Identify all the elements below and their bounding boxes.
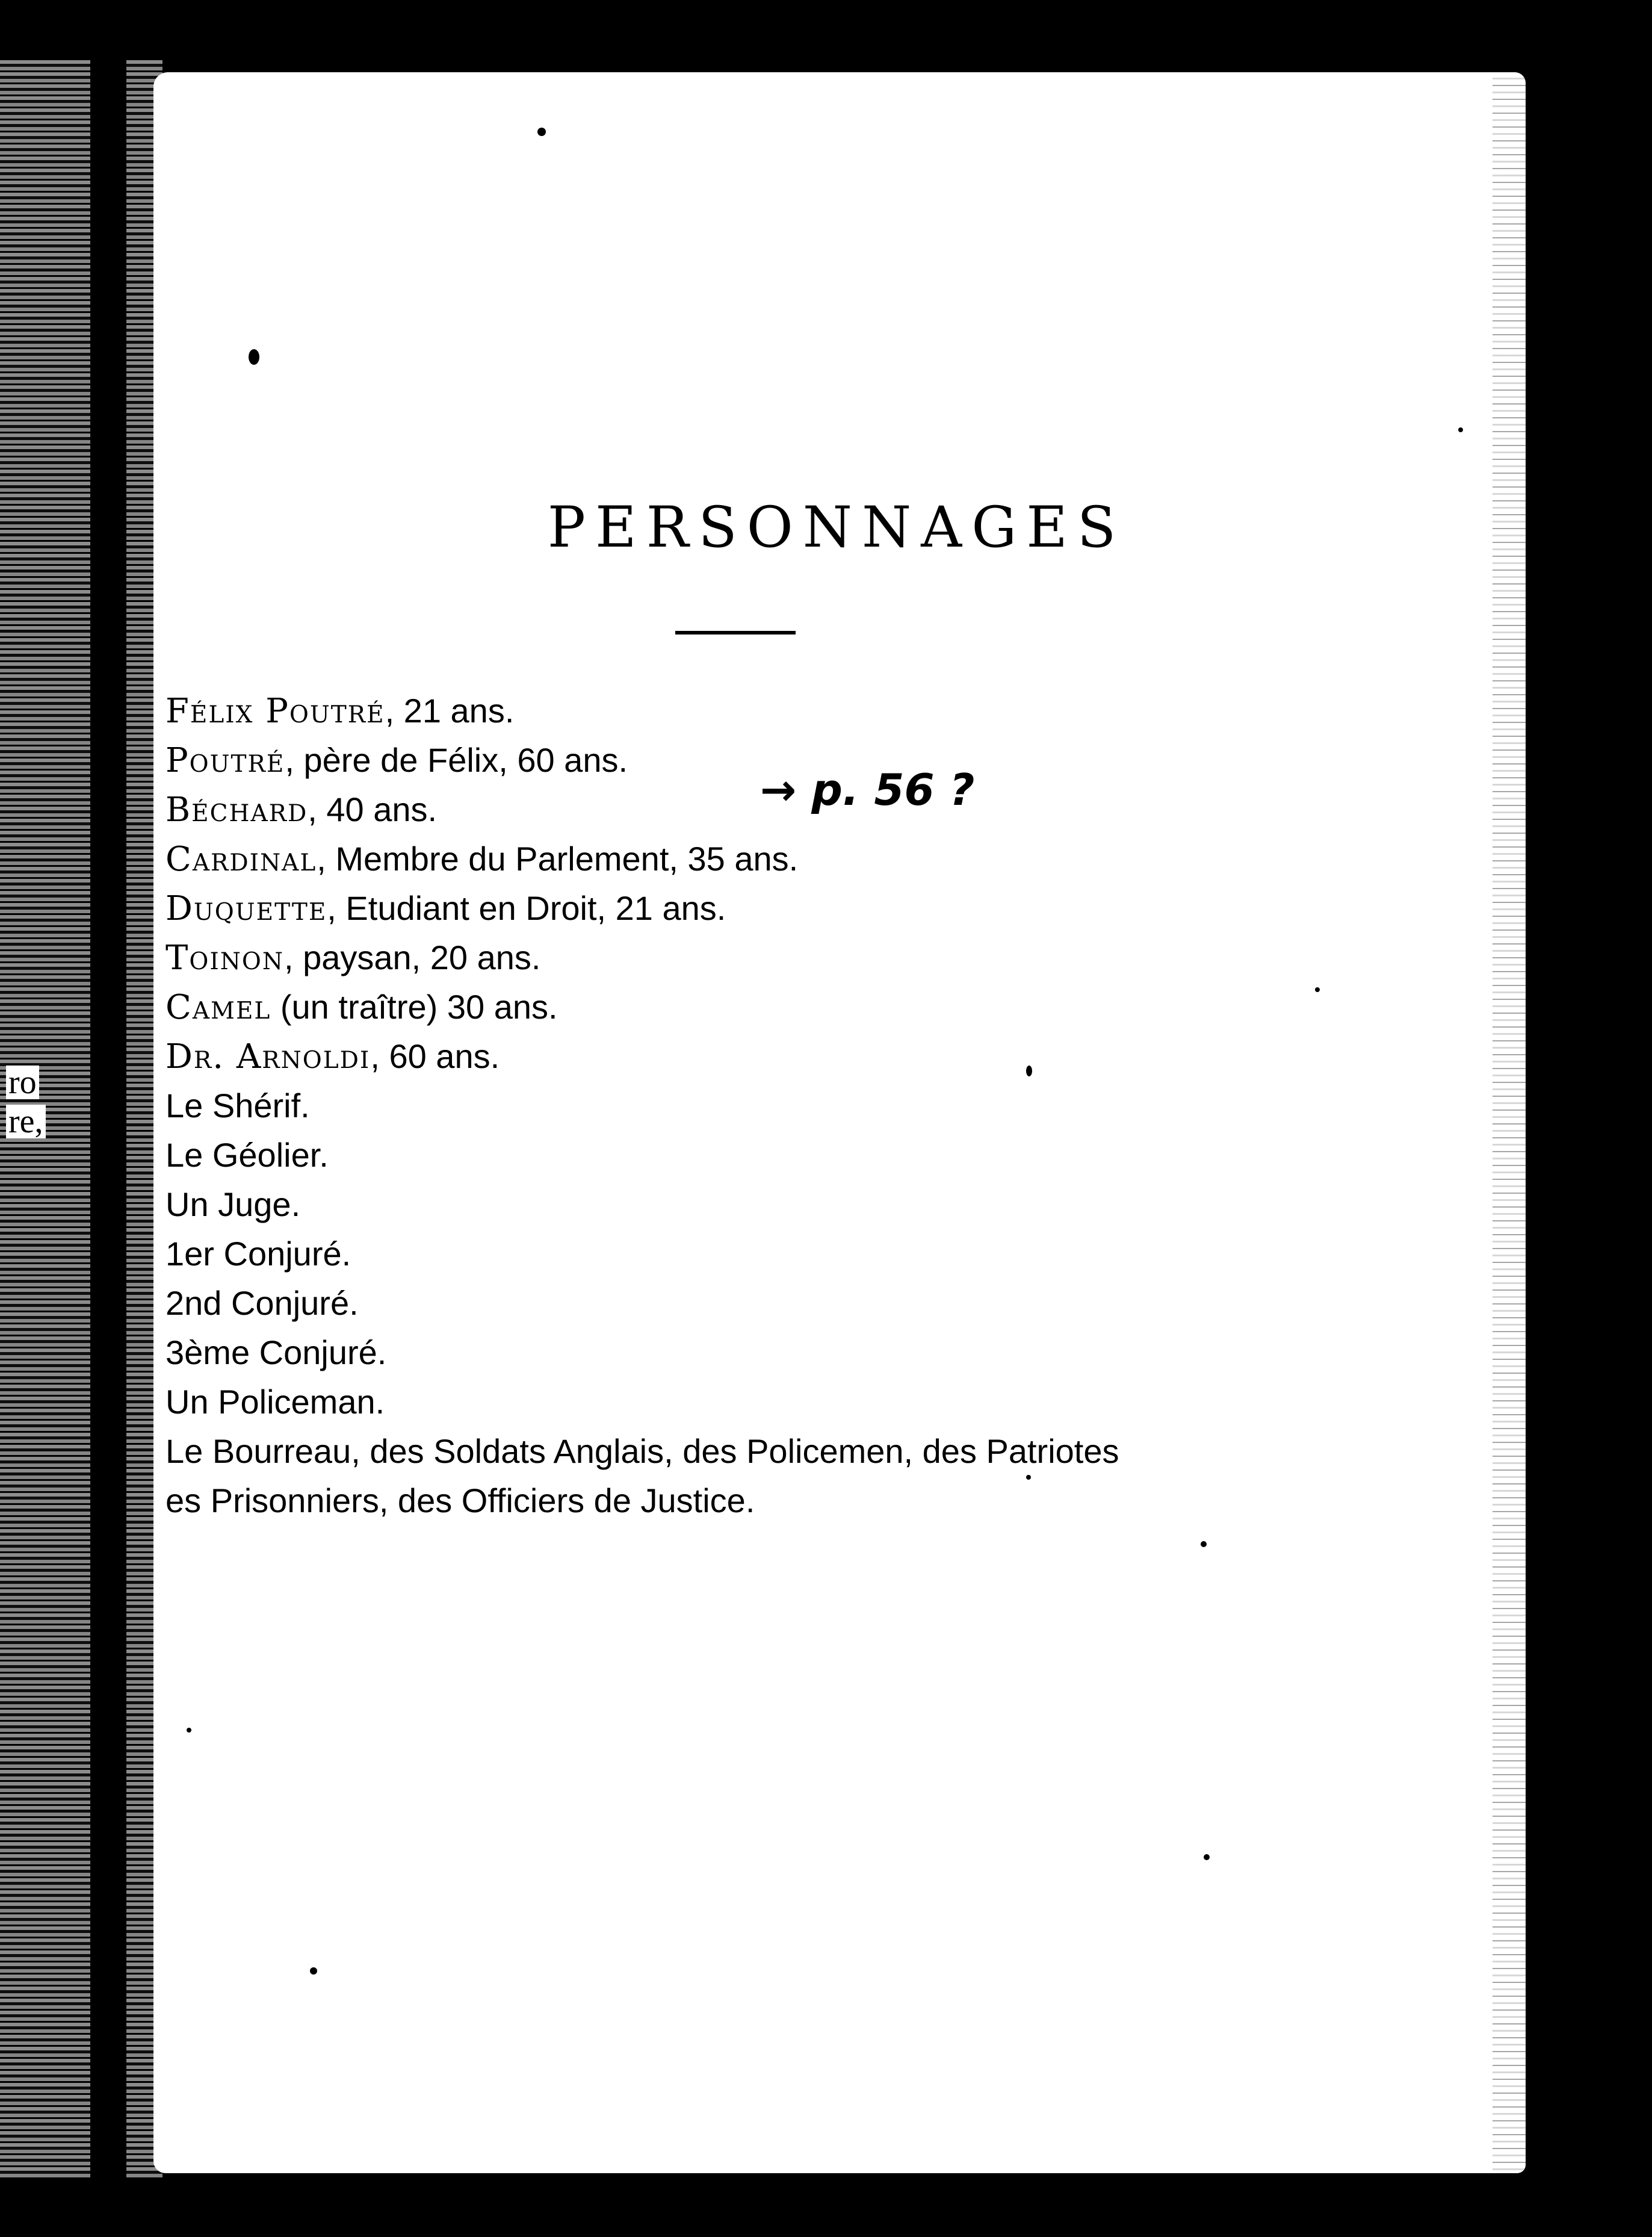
list-item bbox=[166, 1427, 1119, 1476]
page-title: PERSONNAGES bbox=[547, 495, 1126, 560]
speck bbox=[187, 1728, 191, 1733]
character-description: , paysan, 20 ans. bbox=[283, 939, 541, 976]
character-description: Un Policeman. bbox=[166, 1383, 385, 1421]
character-description: , Etudiant en Droit, 21 ans. bbox=[327, 889, 726, 927]
list-item bbox=[166, 1377, 1119, 1427]
list-item bbox=[166, 686, 1119, 736]
handwritten-annotation: → p. 56 ? bbox=[760, 765, 975, 815]
character-description: , 40 ans. bbox=[308, 790, 438, 828]
speck bbox=[1204, 1854, 1210, 1860]
character-description: Le Géolier. bbox=[166, 1136, 329, 1174]
book-page bbox=[153, 72, 1526, 2173]
character-description: Le Shérif. bbox=[166, 1087, 310, 1125]
character-description: Le Bourreau, des Soldats Anglais, des Policemen, des Patriotes bbox=[166, 1432, 1119, 1470]
speck bbox=[1315, 987, 1320, 992]
character-name: Béchard bbox=[166, 790, 308, 830]
list-item bbox=[166, 834, 1119, 884]
character-description: , père de Félix, 60 ans. bbox=[285, 741, 628, 779]
list-item bbox=[166, 1229, 1119, 1279]
character-name: Camel bbox=[166, 988, 271, 1027]
character-name: Poutré bbox=[166, 741, 285, 780]
speck bbox=[1458, 427, 1463, 432]
speck bbox=[537, 128, 546, 136]
list-item bbox=[166, 1328, 1119, 1377]
list-item bbox=[166, 1131, 1119, 1180]
character-description: 3ème Conjuré. bbox=[166, 1333, 387, 1371]
title-rule bbox=[675, 631, 796, 634]
character-description: , 60 ans. bbox=[370, 1037, 500, 1075]
page-edge-noise bbox=[1493, 72, 1526, 2173]
character-name: Duquette bbox=[166, 889, 327, 928]
character-description: 2nd Conjuré. bbox=[166, 1284, 359, 1322]
character-name: Cardinal bbox=[166, 840, 317, 879]
list-item bbox=[166, 1081, 1119, 1131]
character-description: (un traître) 30 ans. bbox=[271, 988, 558, 1026]
list-item bbox=[166, 785, 1119, 834]
character-description: es Prisonniers, des Officiers de Justice. bbox=[166, 1482, 755, 1519]
character-description: , 21 ans. bbox=[385, 692, 515, 730]
speck bbox=[249, 349, 259, 365]
list-item bbox=[166, 1279, 1119, 1328]
list-item bbox=[166, 736, 1119, 785]
speck bbox=[310, 1967, 317, 1975]
cast-list bbox=[166, 686, 1119, 1525]
character-description: , Membre du Parlement, 35 ans. bbox=[317, 840, 799, 878]
speck bbox=[1201, 1541, 1207, 1547]
margin-text-fragment: re, bbox=[6, 1105, 46, 1138]
character-description: 1er Conjuré. bbox=[166, 1235, 351, 1273]
character-name: Dr. Arnoldi bbox=[166, 1037, 371, 1076]
list-item bbox=[166, 1032, 1119, 1081]
list-item bbox=[166, 884, 1119, 933]
list-item bbox=[166, 1476, 1119, 1525]
list-item bbox=[166, 1180, 1119, 1229]
list-item bbox=[166, 982, 1119, 1032]
character-name: Toinon bbox=[166, 939, 284, 978]
character-description: Un Juge. bbox=[166, 1185, 301, 1223]
margin-text-fragment: ro bbox=[6, 1066, 39, 1099]
list-item bbox=[166, 933, 1119, 982]
character-name: Félix Poutré bbox=[166, 692, 385, 731]
